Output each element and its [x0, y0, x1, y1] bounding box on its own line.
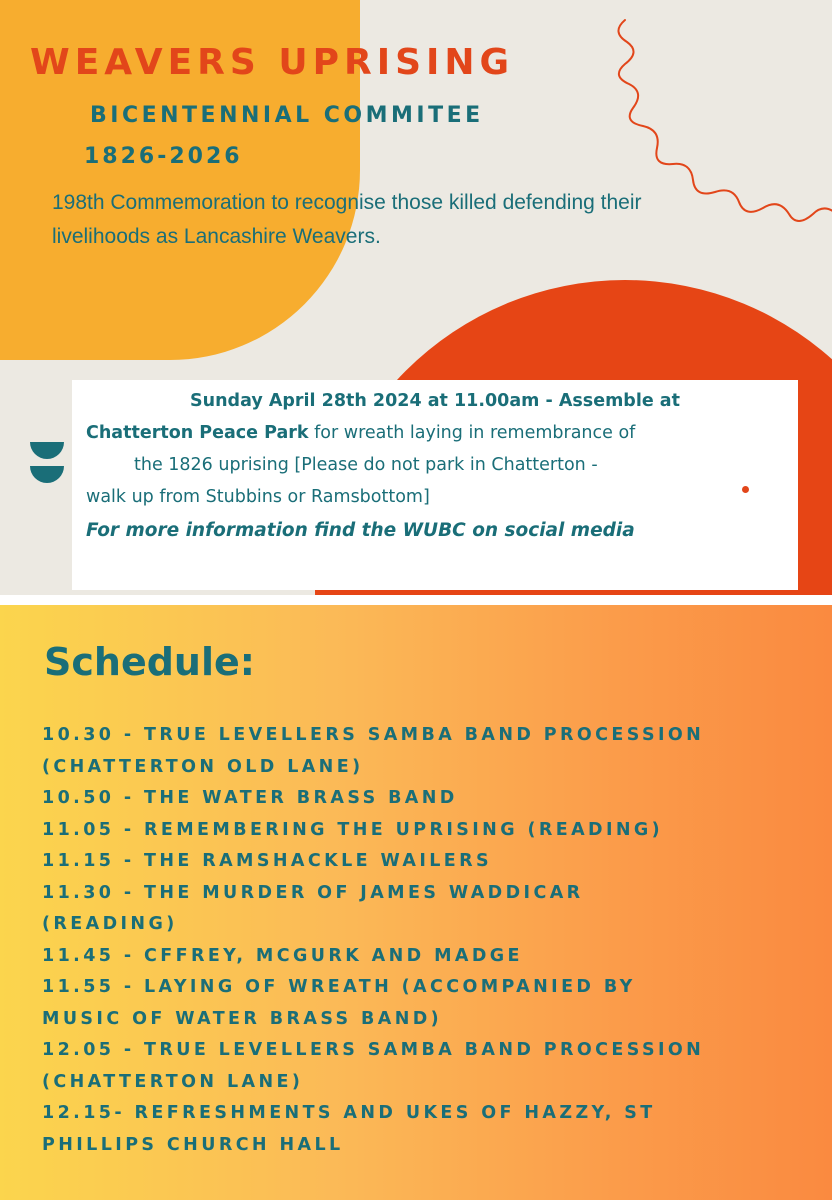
schedule-list — [42, 720, 822, 1161]
schedule-line: 11.15 - THE RAMSHACKLE WAILERS — [42, 851, 493, 871]
schedule-line: 10.50 - THE WATER BRASS BAND — [42, 788, 458, 808]
schedule-line: 11.45 - CFFREY, MCGURK AND MADGE — [42, 945, 523, 966]
decorative-dot — [742, 486, 749, 493]
event-purpose: for wreath laying in remembrance of — [308, 423, 636, 443]
header-panel — [0, 0, 832, 595]
schedule-title: Schedule: — [44, 640, 255, 684]
schedule-line: 12.05 - TRUE LEVELLERS SAMBA BAND PROCESSION — [42, 1040, 705, 1060]
schedule-line: (CHATTERTON OLD LANE) — [42, 756, 364, 777]
event-place: Chatterton Peace Park — [86, 423, 309, 443]
schedule-line: PHILLIPS CHURCH HALL — [42, 1134, 344, 1155]
schedule-line: MUSIC OF WATER BRASS BAND) — [42, 1008, 443, 1029]
years: 1826-2026 — [84, 144, 243, 169]
main-title: WEAVERS UPRISING — [30, 42, 515, 83]
schedule-line: (READING) — [42, 914, 178, 934]
schedule-line: (CHATTERTON LANE) — [42, 1071, 304, 1092]
intro-text: 198th Commemoration to recognise those killed defending their livelihoods as Lancashire Weavers. — [52, 191, 642, 248]
schedule-line: 11.05 - REMEMBERING THE UPRISING (READING) — [42, 819, 664, 840]
event-location-line — [76, 417, 794, 449]
bowl-icon — [30, 442, 64, 486]
schedule-line: 11.30 - THE MURDER OF JAMES WADDICAR — [42, 882, 584, 903]
schedule-line: 10.30 - TRUE LEVELLERS SAMBA BAND PROCESSION — [42, 725, 705, 745]
event-parking-line: walk up from Stubbins or Ramsbottom] — [86, 487, 430, 507]
event-date-line: Sunday April 28th 2024 at 11.00am - Assemble at — [190, 391, 680, 411]
event-notice-box — [72, 380, 798, 590]
schedule-line: 11.55 - LAYING OF WREATH (ACCOMPANIED BY — [42, 977, 636, 997]
schedule-line: 12.15- REFRESHMENTS AND UKES OF HAZZY, ST — [42, 1103, 656, 1123]
social-media-line: For more information find the WUBC on social media — [86, 520, 635, 541]
subtitle: BICENTENNIAL COMMITEE — [90, 103, 484, 128]
event-note-line: the 1826 uprising [Please do not park in Chatterton - — [134, 455, 598, 475]
